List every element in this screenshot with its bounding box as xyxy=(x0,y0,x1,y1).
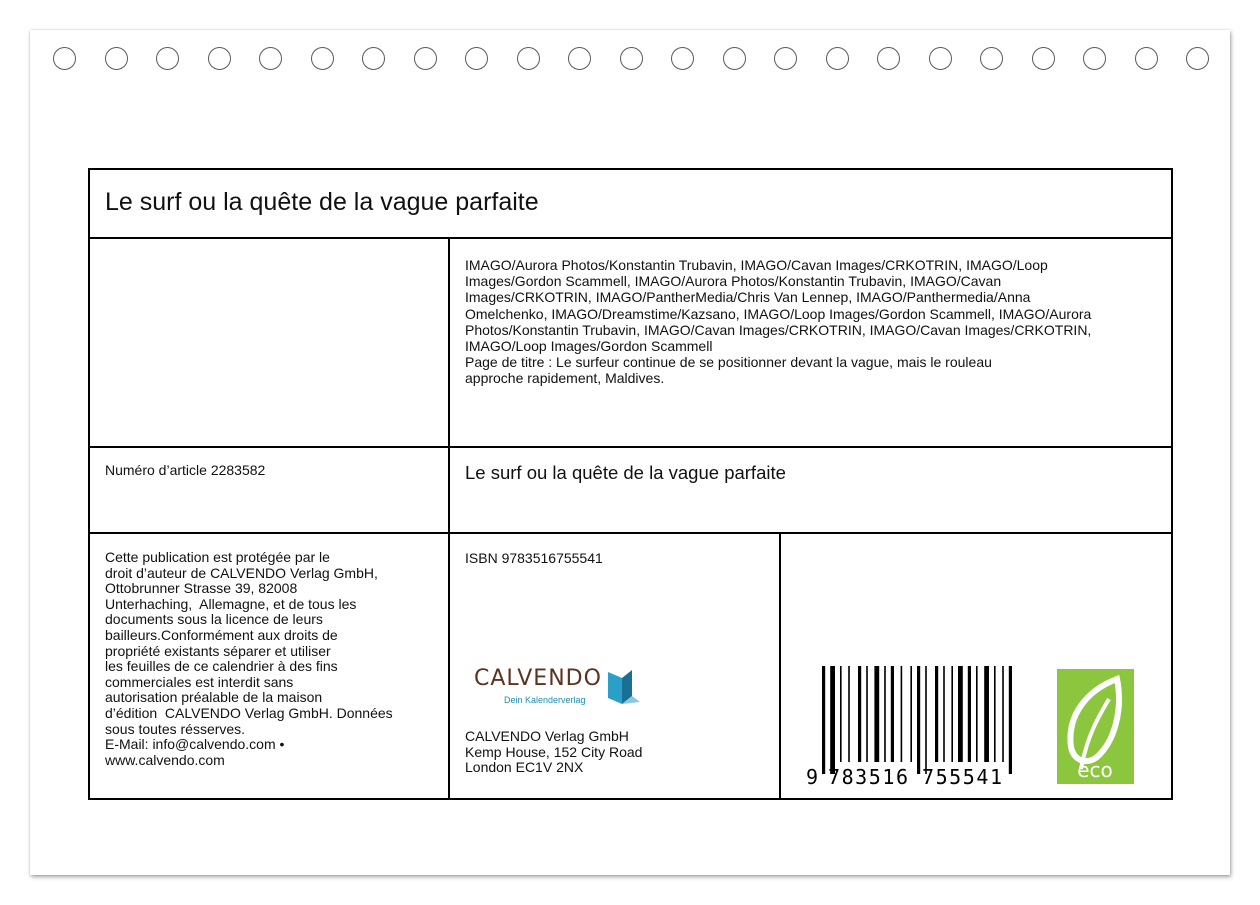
legal-line: sous toutes résserves. xyxy=(105,720,246,737)
binding-ring xyxy=(1186,47,1209,70)
publisher-line: CALVENDO Verlag GmbH xyxy=(465,728,629,744)
legal-line: Ottobrunner Strasse 39, 82008 xyxy=(105,580,298,597)
barcode-bar xyxy=(822,666,825,774)
table-divider xyxy=(88,532,1173,534)
credits-line: IMAGO/Aurora Photos/Konstantin Trubavin, IMAGO/Cavan Images/CRKOTRIN, IMAGO/Loop xyxy=(465,257,1048,273)
binding-ring xyxy=(568,47,591,70)
binding-ring xyxy=(465,47,488,70)
binding-ring xyxy=(517,47,540,70)
table-divider xyxy=(88,237,1173,239)
barcode-bar xyxy=(951,666,953,762)
credits-line: Images/Gordon Scammell, IMAGO/Aurora Photos/Konstantin Trubavin, IMAGO/Cavan xyxy=(465,273,1002,290)
logo-mark-icon xyxy=(606,668,640,704)
binding-ring xyxy=(1032,47,1055,70)
barcode-bar xyxy=(884,666,886,762)
isbn: ISBN 9783516755541 xyxy=(465,550,603,566)
credits-line: Photos/Konstantin Trubavin, IMAGO/Cavan Images/CRKOTRIN, IMAGO/Cavan Images/CRKOTRIN, xyxy=(465,321,1092,338)
barcode-bar xyxy=(943,666,945,762)
binding-ring xyxy=(156,47,179,70)
barcode-bar xyxy=(958,666,963,762)
table-divider xyxy=(448,237,450,800)
binding-ring xyxy=(723,47,746,70)
credits-line: IMAGO/Loop Images/Gordon Scammell xyxy=(465,338,713,355)
legal-line: les feuilles de ce calendrier à des fins xyxy=(105,658,338,675)
binding-ring xyxy=(414,47,437,70)
article-number: Numéro d’article 2283582 xyxy=(105,462,266,478)
barcode-bar xyxy=(830,666,835,774)
barcode-bar xyxy=(917,666,920,774)
credits-line: Omelchenko, IMAGO/Dreamstime/Kazsano, IMAGO/Loop Images/Gordon Scammell, IMAGO/Aurora xyxy=(465,305,1092,322)
isbn-barcode xyxy=(804,666,1014,786)
calendar-title: Le surf ou la quête de la vague parfaite xyxy=(105,188,539,216)
barcode-bar xyxy=(848,666,850,762)
legal-line: propriété existants séparer et utiliser xyxy=(105,642,331,659)
binding-ring xyxy=(1135,47,1158,70)
credits-line: approche rapidement, Maldives. xyxy=(465,370,665,387)
barcode-bar xyxy=(874,666,879,762)
barcode-lead-digit: 9 xyxy=(806,765,819,786)
binding-ring xyxy=(980,47,1003,70)
binding-ring xyxy=(877,47,900,70)
binding-ring xyxy=(826,47,849,70)
barcode-bar xyxy=(866,666,868,762)
binding-ring xyxy=(774,47,797,70)
image-credits xyxy=(465,257,1193,387)
barcode-bar xyxy=(976,666,978,762)
copyright-notice xyxy=(105,550,445,768)
eco-label: eco xyxy=(1077,758,1113,782)
legal-line: d’édition CALVENDO Verlag GmbH. Données xyxy=(105,704,393,721)
legal-line: www.calvendo.com xyxy=(105,751,225,768)
calvendo-logo xyxy=(474,666,644,708)
legal-line: E-Mail: info@calvendo.com • xyxy=(105,736,285,753)
barcode-bar xyxy=(994,666,996,762)
table-divider xyxy=(779,532,781,800)
barcode-left-digits: 783516 xyxy=(828,765,908,786)
legal-line: Unterhaching, Allemagne, et de tous les xyxy=(105,595,357,612)
logo-wordmark: CALVENDO xyxy=(474,666,602,691)
barcode-bars xyxy=(822,666,1012,774)
binding-ring xyxy=(1083,47,1106,70)
publisher-address xyxy=(465,729,642,776)
legal-line: bailleurs.Conformément aux droits de xyxy=(105,626,338,643)
calendar-subtitle: Le surf ou la quête de la vague parfaite xyxy=(465,462,786,483)
credits-line: Page de titre : Le surfeur continue de se positionner devant la vague, mais le rouleau xyxy=(465,354,992,371)
binding-ring xyxy=(671,47,694,70)
binding-ring xyxy=(929,47,952,70)
barcode-bar xyxy=(901,666,903,762)
legal-line: droit d’auteur de CALVENDO Verlag GmbH, xyxy=(105,564,378,581)
binding-ring xyxy=(208,47,231,70)
barcode-right-digits: 755541 xyxy=(922,765,1002,786)
credits-line: Images/CRKOTRIN, IMAGO/PantherMedia/Chris Van Lennep, IMAGO/Panthermedia/Anna xyxy=(465,289,1031,306)
legal-line: autorisation préalable de la maison xyxy=(105,689,323,706)
barcode-bar xyxy=(1009,666,1012,774)
barcode-bar xyxy=(1002,666,1004,762)
binding-ring xyxy=(53,47,76,70)
publisher-line: Kemp House, 152 City Road xyxy=(465,743,643,760)
barcode-bar xyxy=(910,666,912,762)
eco-leaf-icon xyxy=(1057,669,1134,784)
barcode-bar xyxy=(968,666,971,762)
barcode-bar xyxy=(984,666,989,762)
barcode-bar xyxy=(891,666,894,762)
barcode-bar xyxy=(840,666,842,762)
legal-line: documents sous la licence de leurs xyxy=(105,611,323,628)
binding-ring xyxy=(620,47,643,70)
legal-line: Cette publication est protégée par le xyxy=(105,549,330,565)
binding-ring xyxy=(362,47,385,70)
binding-ring xyxy=(105,47,128,70)
table-divider xyxy=(88,446,1173,448)
barcode-bar xyxy=(935,666,938,762)
binding-ring xyxy=(311,47,334,70)
publisher-line: London EC1V 2NX xyxy=(465,759,584,776)
barcode-bar xyxy=(858,666,861,762)
logo-tagline: Dein Kalenderverlag xyxy=(504,695,586,705)
barcode-bar xyxy=(925,666,927,774)
binding-ring xyxy=(259,47,282,70)
legal-line: commerciales est interdit sans xyxy=(105,673,294,690)
